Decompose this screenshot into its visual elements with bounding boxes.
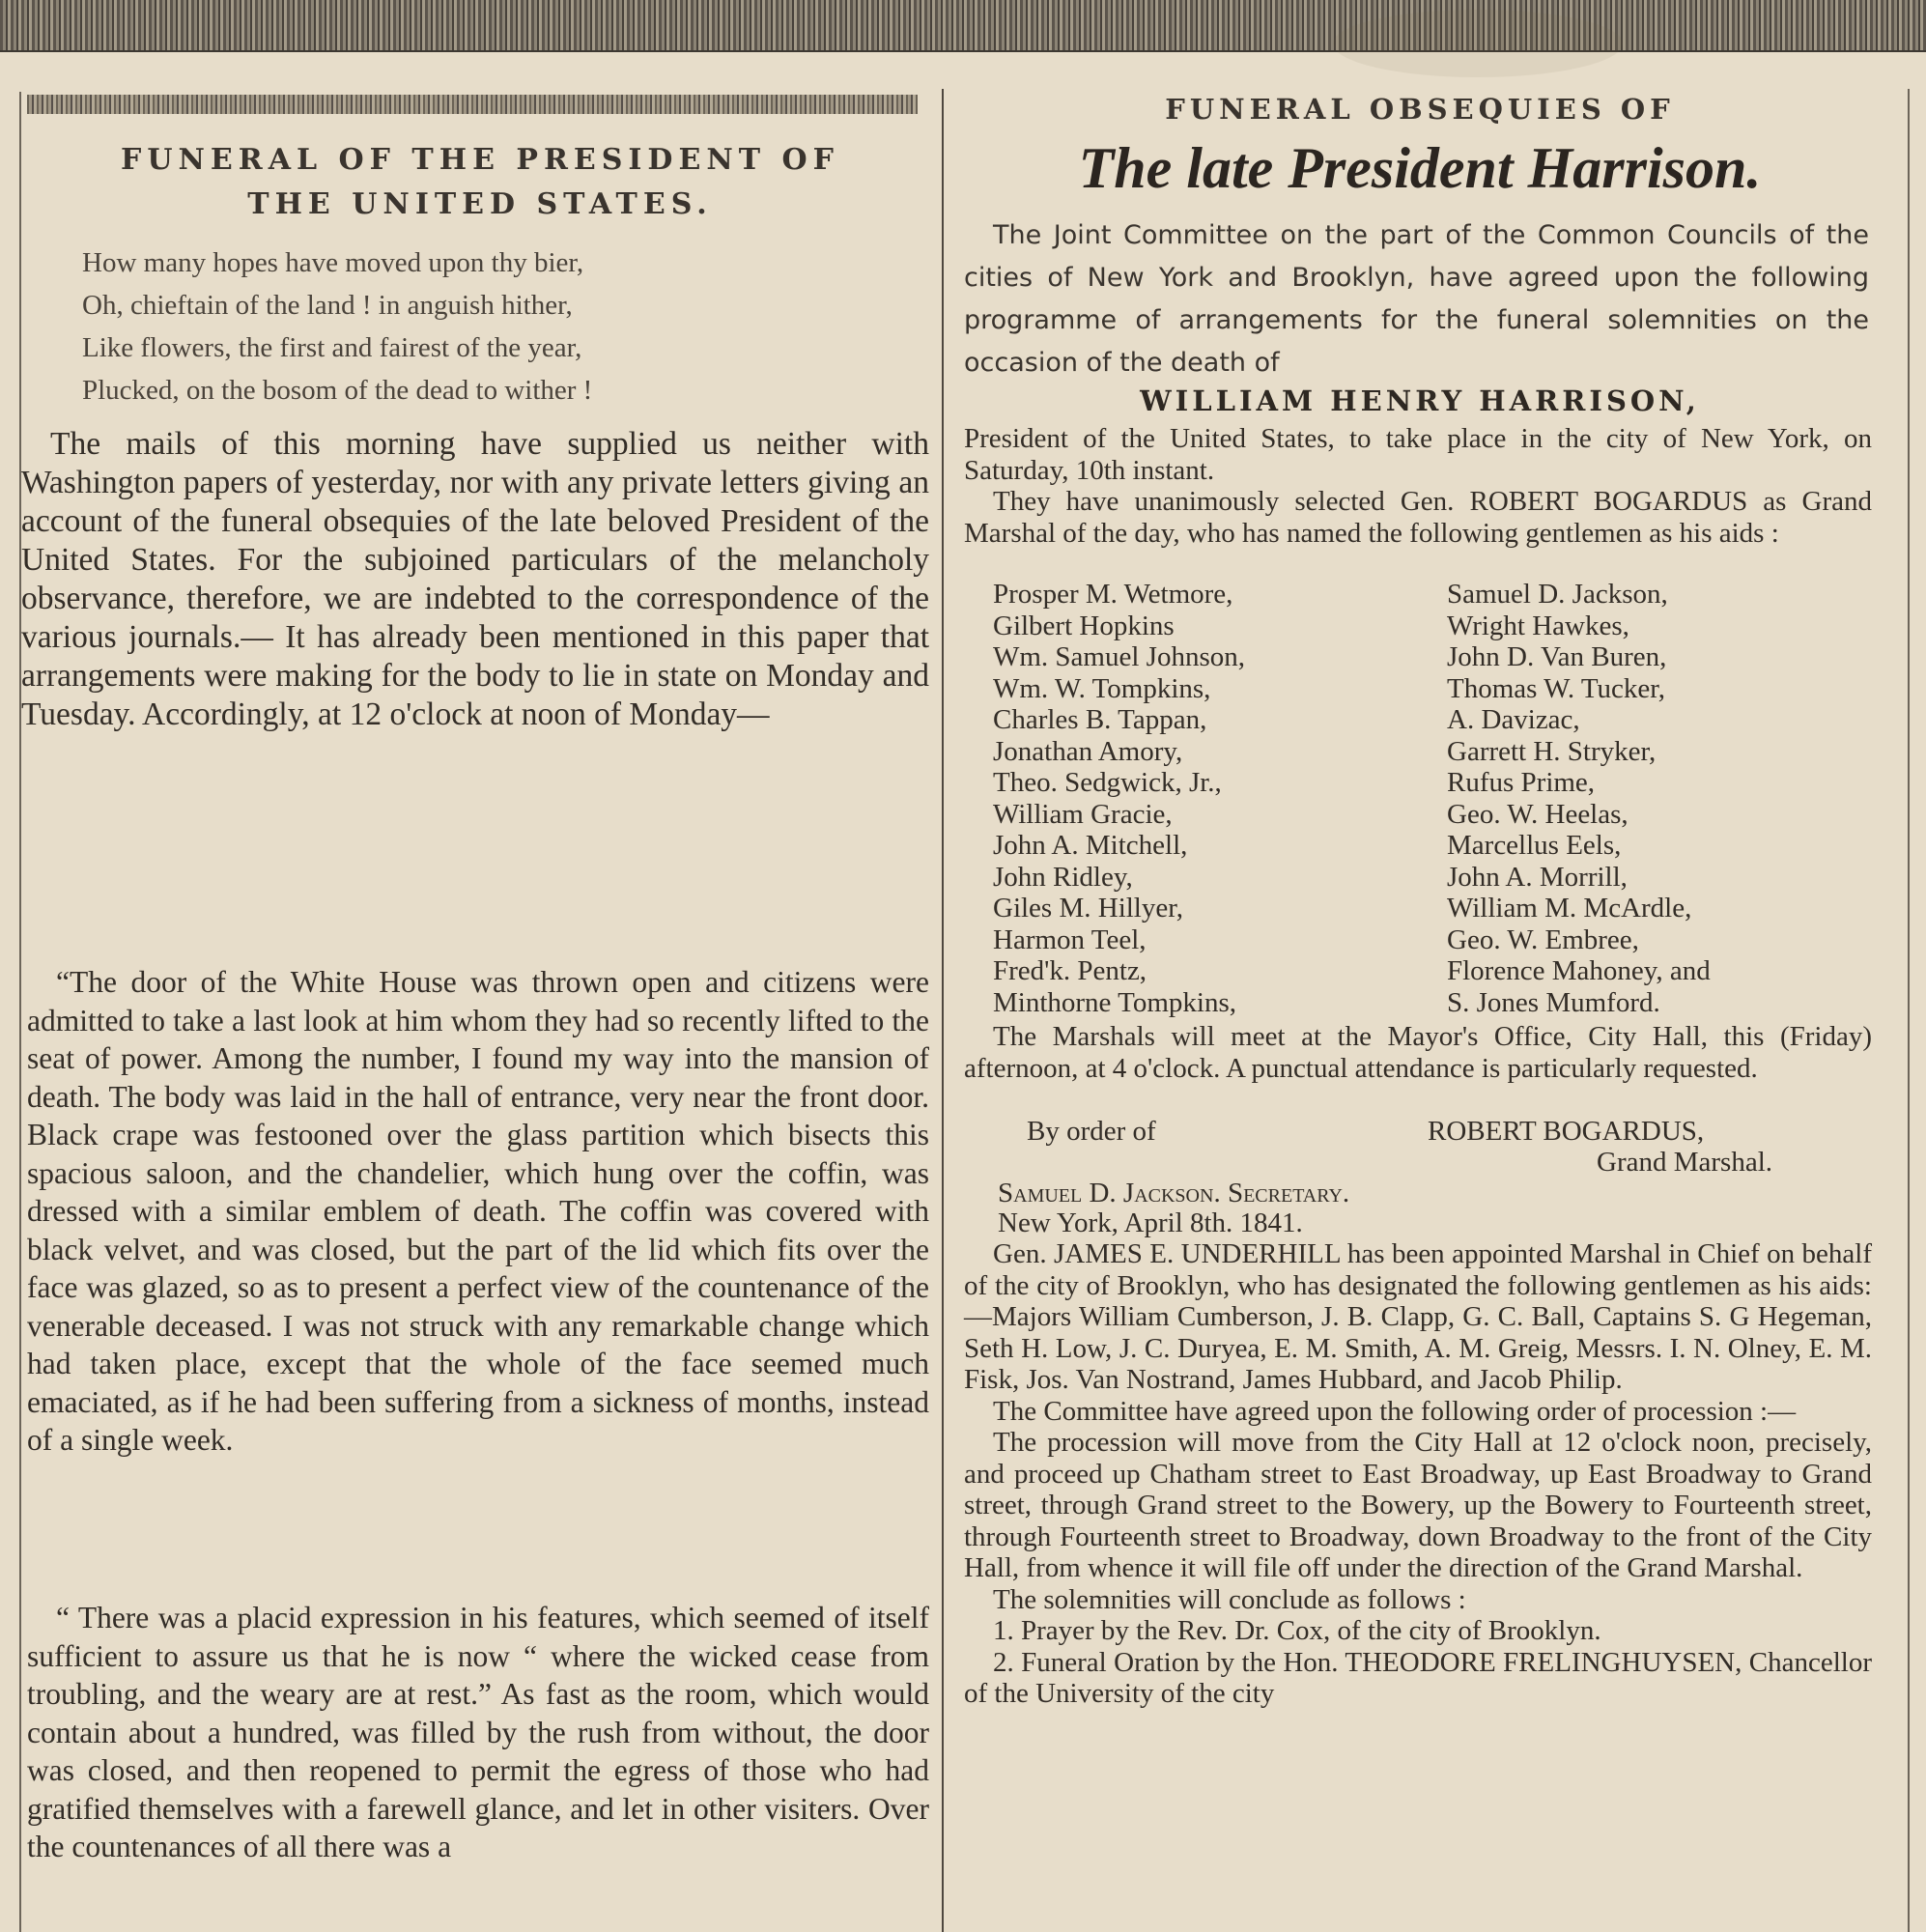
left-article-title-line1: FUNERAL OF THE PRESIDENT OF <box>121 143 839 177</box>
right-after-name-block <box>964 423 1872 549</box>
procession-paragraph: The procession will move from the City Hall at 12 o'clock noon, precisely, and proceed up Chatham street to East Broadway, up East Broadway to Grand street, through Grand street to the Bowery, up the Bowery to Fourteenth street, through Fourteenth street to Broadway, down Broadway to the front of the City Hall, from whence it will file off under the direction of the Grand Marshal. <box>964 1427 1872 1583</box>
masthead-border-band <box>0 0 1926 52</box>
order-paragraph: The Committee have agreed upon the following order of procession :— <box>993 1395 1797 1427</box>
aid-name: Harmon Teel, <box>993 923 1147 955</box>
aid-name: Wright Hawkes, <box>1447 610 1629 641</box>
aid-name: John D. Van Buren, <box>1447 641 1667 672</box>
aid-name: John Ridley, <box>993 861 1133 893</box>
aid-name: Prosper M. Wetmore, <box>993 579 1233 610</box>
right-article-title: The late President Harrison. <box>1078 136 1762 200</box>
left-article-title-line2: THE UNITED STATES. <box>247 187 713 221</box>
aids-list-left <box>993 579 1245 1018</box>
aid-name: Giles M. Hillyer, <box>993 893 1183 923</box>
signer-name: ROBERT BOGARDUS, <box>1428 1116 1705 1147</box>
dateline: New York, April 8th. 1841. <box>998 1208 1303 1238</box>
after-name-paragraph: President of the United States, to take place in the city of New York, on Saturday, 10th instant. <box>964 423 1872 486</box>
aid-name: Wm. W. Tompkins, <box>993 672 1211 704</box>
right-margin-rule <box>1908 89 1910 1932</box>
right-article-kicker: FUNERAL OBSEQUIES OF <box>1165 93 1675 126</box>
meeting-paragraph: The Marshals will meet at the Mayor's Office, City Hall, this (Friday) afternoon, at 4 o'clock. A punctual attendance is particularly requested. <box>964 1021 1872 1084</box>
aid-name: S. Jones Mumford. <box>1447 986 1660 1018</box>
aid-name: John A. Mitchell, <box>993 830 1188 861</box>
aid-name: Charles B. Tappan, <box>993 704 1207 735</box>
right-intro-block <box>964 214 1869 384</box>
aid-name: Thomas W. Tucker, <box>1447 672 1666 704</box>
signer-title: Grand Marshal. <box>1597 1147 1773 1178</box>
aid-name: William M. McArdle, <box>1447 893 1692 923</box>
by-order-of: By order of <box>1027 1116 1156 1147</box>
epigraph-poem <box>82 242 913 412</box>
aid-name: Samuel D. Jackson, <box>1447 579 1668 610</box>
aid-name: Theo. Sedgwick, Jr., <box>993 767 1222 798</box>
program-item-1: 1. Prayer by the Rev. Dr. Cox, of the city of Brooklyn. <box>993 1615 1601 1646</box>
aid-name: Garrett H. Stryker, <box>1447 735 1657 767</box>
aid-name: Wm. Samuel Johnson, <box>993 641 1245 672</box>
aids-list-right <box>1447 579 1711 1018</box>
left-column-head-band <box>27 95 918 114</box>
poem-line: Like flowers, the first and fairest of the year, <box>82 332 582 363</box>
underhill-block <box>964 1238 1872 1710</box>
left-paragraph-2: “The door of the White House was thrown open and citizens were admitted to take a last look at him whom they had so recently lifted to the seat of power. Among the number, I found my way into the mansion of death. The body was laid in the hall of entrance, very near the front door. Black crape was festooned over the glass partition which bisects this spacious saloon, and the chandelier, which hung over the coffin, was dressed with a similar emblem of death. The coffin was covered with black velvet, and was closed, but the part of the lid which fits over the face was glazed, so as to present a perfect view of the countenance of the venerable deceased. I was not struck with any remarkable change which had taken place, except that the whole of the face seemed much emaciated, as if he had been suffering from a sickness of months, instead of a single week. <box>27 965 929 1457</box>
marshal-paragraph: They have unanimously selected Gen. ROBERT BOGARDUS as Grand Marshal of the day, who has named the following gentlemen as his aids : <box>964 486 1872 549</box>
aid-name: Gilbert Hopkins <box>993 610 1175 641</box>
aid-name: Florence Mahoney, and <box>1447 955 1711 986</box>
poem-line: Plucked, on the bosom of the dead to wither ! <box>82 375 593 406</box>
aid-name: A. Davizac, <box>1447 704 1580 735</box>
right-intro-paragraph: The Joint Committee on the part of the Common Councils of the cities of New York and Brooklyn, have agreed upon the following programme of arrangements for the funeral solemnities on the occasion of the death of <box>964 220 1869 378</box>
poem-line: Oh, chieftain of the land ! in anguish hither, <box>82 290 573 321</box>
aid-name: Rufus Prime, <box>1447 767 1596 798</box>
poem-line: How many hopes have moved upon thy bier, <box>82 247 584 278</box>
left-paragraph-1: The mails of this morning have supplied us neither with Washington papers of yesterday, nor with any private letters giving an account of the funeral obsequies of the late beloved President of the United States. For the subjoined particulars of the melancholy observance, therefore, we are indebted to the correspondence of the various journals.— It has already been mentioned in this paper that arrangements were making for the body to lie in state on Monday and Tuesday. Accordingly, at 12 o'clock at noon of Monday— <box>21 426 929 732</box>
conclude-paragraph: The solemnities will conclude as follows : <box>993 1583 1466 1615</box>
aid-name: Geo. W. Embree, <box>1447 923 1639 955</box>
aid-name: Fred'k. Pentz, <box>993 955 1147 986</box>
paper-stain <box>1333 10 1623 77</box>
meeting-block <box>964 1021 1872 1084</box>
deceased-name-heading: WILLIAM HENRY HARRISON, <box>1140 384 1700 417</box>
column-divider-rule <box>942 89 944 1932</box>
underhill-paragraph: Gen. JAMES E. UNDERHILL has been appointed Marshal in Chief on behalf of the city of Brooklyn, who has designated the following gentlemen as his aids:—Majors William Cumberson, J. B. Clapp, G. C. Ball, Captains S. G Hegeman, Seth H. Low, J. C. Duryea, E. M. Smith, A. M. Greig, Messrs. I. N. Olney, E. M. Fisk, Jos. Van Nostrand, James Hubbard, and Jacob Philip. <box>964 1238 1872 1395</box>
left-paragraph-2-block <box>27 963 929 1460</box>
aid-name: Geo. W. Heelas, <box>1447 798 1629 830</box>
left-margin-rule <box>19 92 21 1932</box>
aid-name: William Gracie, <box>993 798 1173 830</box>
left-paragraph-3-block <box>27 1599 929 1866</box>
aid-name: Minthorne Tompkins, <box>993 986 1236 1018</box>
program-item-2: 2. Funeral Oration by the Hon. THEODORE FRELINGHUYSEN, Chancellor of the University of the city <box>964 1646 1872 1709</box>
aid-name: John A. Morrill, <box>1447 861 1628 893</box>
left-paragraph-3: “ There was a placid expression in his features, which seemed of itself sufficient to assure us that he is now “ where the wicked cease from troubling, and the weary are at rest.” As fast as the room, which would contain about a hundred, was filled by the rush from without, the door was closed, and then reopened to permit the egress of those who had gratified themselves with a farewell glance, and let in other visiters. Over the countenances of all there was a <box>27 1601 929 1863</box>
aid-name: Marcellus Eels, <box>1447 830 1622 861</box>
left-paragraph-1-block <box>21 425 929 734</box>
secretary-line: Samuel D. Jackson. Secretary. <box>998 1178 1350 1208</box>
aid-name: Jonathan Amory, <box>993 735 1183 767</box>
